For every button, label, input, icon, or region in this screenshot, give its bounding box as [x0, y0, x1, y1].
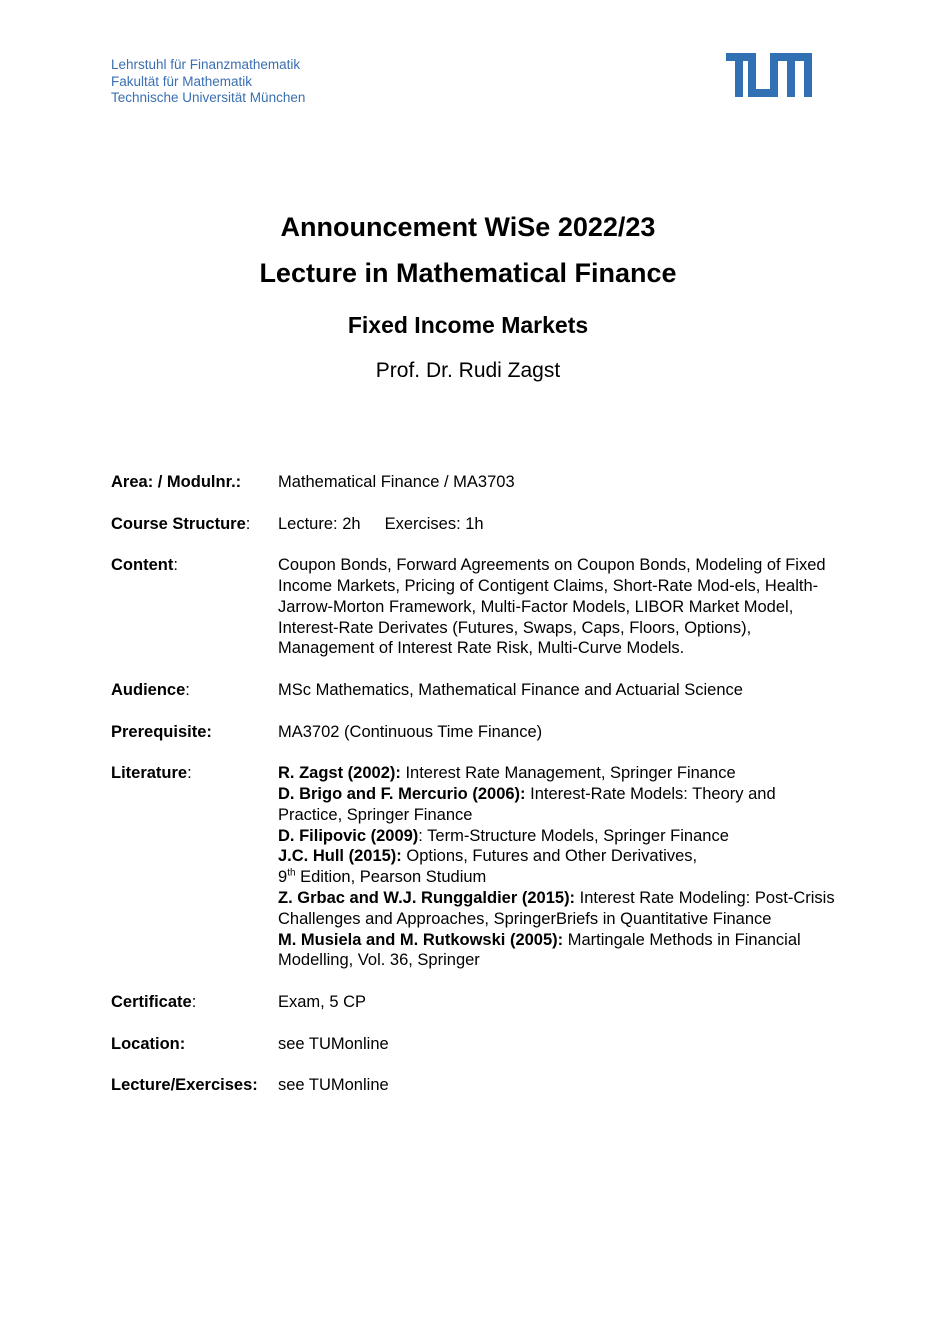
- tum-logo: [726, 53, 812, 97]
- literature-row: Literature: R. Zagst (2002): Interest Rate Management, Springer Finance D. Brigo and F. Mercurio (2006): Interest-Rate Models: Theory and Practice, Springer Finance D. Filipovic (2009): Term-Structure Models, Springer Finance J.C. Hull (2015): Options, Futures and Other Derivatives, 9th Edition, Pearson Studium Z. Grbac and W.J. Runggaldier (2015): Interest Rate Modeling: Post-Crisis Challenges and Approaches, SpringerBriefs in Quantitative Finance M. Musiela and M. Rutkowski (2005): Martingale Methods in Financial Modelling, Vol. 36, Springer: [111, 763, 841, 971]
- lectures-value: see TUMonline: [278, 1076, 389, 1095]
- prerequisite-value: MA3702 (Continuous Time Finance): [278, 722, 543, 741]
- lectures-label: Lecture/Exercises:: [111, 1076, 258, 1095]
- literature-entry: M. Musiela and M. Rutkowski (2005): Martingale Methods in Financial Modelling, Vol. 36, Springer: [278, 930, 801, 970]
- content-label: Content: [111, 556, 174, 575]
- prerequisite-label: Prerequisite:: [111, 722, 212, 741]
- location-value: see TUMonline: [278, 1034, 389, 1053]
- location-label: Location:: [111, 1034, 186, 1053]
- literature-entry: D. Filipovic (2009): Term-Structure Models, Springer Finance: [278, 826, 729, 845]
- institution-header: [111, 57, 305, 107]
- lecture-title: Lecture in Mathematical Finance: [259, 258, 677, 288]
- audience-label: Audience: [111, 680, 186, 699]
- literature-list: [278, 763, 841, 971]
- content-value: Coupon Bonds, Forward Agreements on Coupon Bonds, Modeling of Fixed Income Markets, Pricing of Contigent Claims, Short-Rate Mod-els, Health-Jarrow-Morton Framework, Multi-Factor Models, LIBOR Market Model, Interest-Rate Derivates (Futures, Swaps, Caps, Floors, Options), Management of Interest Rate Risk, Multi-Curve Models.: [278, 556, 826, 658]
- institution-line-university: Technische Universität München: [111, 90, 306, 105]
- content-row: Content: Coupon Bonds, Forward Agreements on Coupon Bonds, Modeling of Fixed Income Markets, Pricing of Contigent Claims, Short-Rate Mod-els, Health-Jarrow-Morton Framework, Multi-Factor Models, LIBOR Market Model, Interest-Rate Derivates (Futures, Swaps, Caps, Floors, Options), Management of Interest Rate Risk, Multi-Curve Models.: [111, 555, 841, 659]
- exercise-hours: Exercises: 1h: [384, 514, 484, 533]
- institution-line-faculty: Fakultät für Mathematik: [111, 73, 253, 89]
- course-info: [111, 472, 841, 1117]
- lecture-hours: Lecture: 2h: [278, 514, 361, 533]
- announcement-title: Announcement WiSe 2022/23: [280, 212, 656, 242]
- certificate-label: Certificate: [111, 992, 192, 1011]
- course-title: Fixed Income Markets: [347, 312, 589, 338]
- structure-label: Course Structure: [111, 514, 246, 533]
- literature-entry: R. Zagst (2002): Interest Rate Management, Springer Finance: [278, 764, 736, 783]
- literature-entry: J.C. Hull (2015): Options, Futures and Other Derivatives, 9th Edition, Pearson Studium: [278, 847, 698, 887]
- area-label: Area: / Modulnr.:: [111, 473, 242, 491]
- certificate-value: Exam, 5 CP: [278, 992, 367, 1011]
- area-row: [111, 472, 841, 493]
- lecturer-name: Prof. Dr. Rudi Zagst: [375, 359, 561, 382]
- prerequisite-row: [111, 722, 841, 743]
- structure-row: Course Structure: Lecture: 2h Exercises: 1h: [111, 514, 484, 533]
- lectures-row: [111, 1075, 841, 1096]
- institution-line-chair: Lehrstuhl für Finanzmathematik: [111, 57, 301, 72]
- audience-row: Audience: MSc Mathematics, Mathematical Finance and Actuarial Science: [111, 680, 841, 701]
- location-row: [111, 1034, 841, 1055]
- literature-entry: Z. Grbac and W.J. Runggaldier (2015): Interest Rate Modeling: Post-Crisis Challenges and Approaches, SpringerBriefs in Quantitative Finance: [278, 888, 835, 928]
- literature-entry: D. Brigo and F. Mercurio (2006): Interest-Rate Models: Theory and Practice, Springer Finance: [278, 784, 776, 824]
- audience-value: MSc Mathematics, Mathematical Finance and Actuarial Science: [278, 680, 743, 699]
- literature-label: Literature: [111, 764, 188, 783]
- certificate-row: Certificate: Exam, 5 CP: [111, 992, 841, 1013]
- title-block: [0, 210, 936, 385]
- area-value: Mathematical Finance / MA3703: [278, 473, 515, 491]
